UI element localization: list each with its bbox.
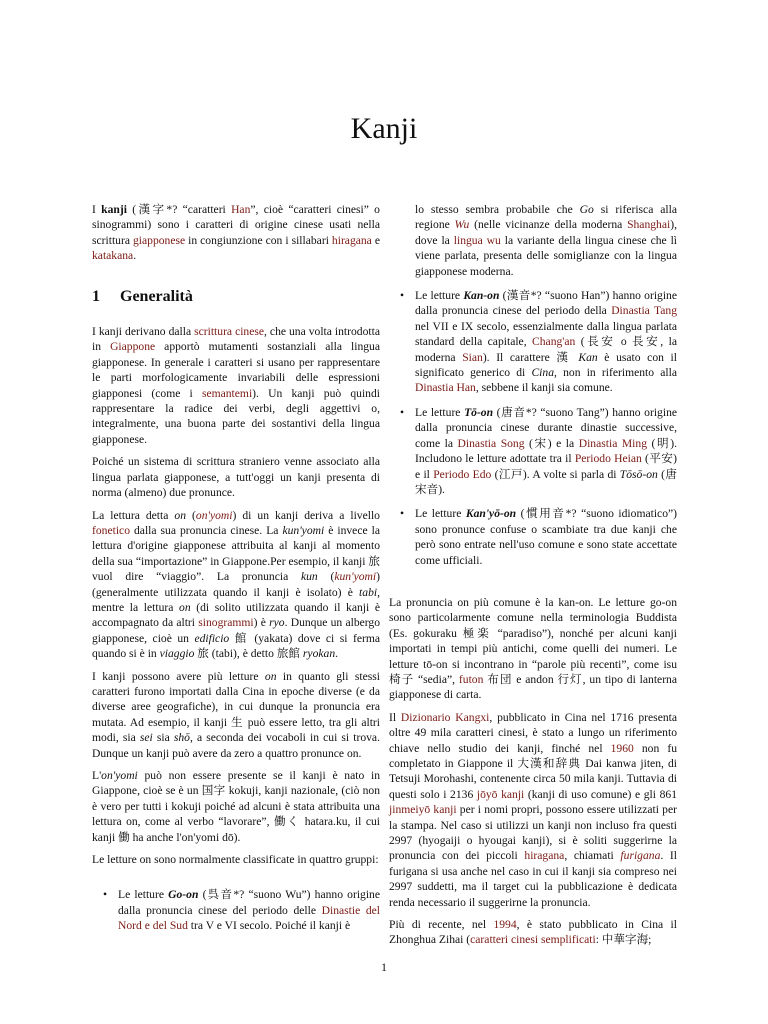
link[interactable]: Periodo Edo [433,467,492,481]
left-column [92,202,380,943]
italic-term: on [174,508,187,522]
link[interactable]: 1994 [493,918,517,932]
list-item: • Le letture Kan-on (漢音*? “suono Han”) hanno origine dalla pronuncia cinese del periodo della Dinastia Tang nel VII e IX secolo, essenzialmente dalla lingua parlata standard della capitale, Chang'an (長安 o 長安, la moderna Sian). Il carattere 漢 Kan è usato con il significato generico di Cina, non in riferimento alla Dinastia Han, sebbene il kanji sia comune. [389,288,677,396]
italic-term: ryo [269,616,285,630]
link[interactable]: fonetico [92,523,130,537]
link[interactable]: giapponese [132,233,186,247]
italic-term: sei [139,731,153,745]
right-column [389,202,677,955]
paragraph: I kanji possono avere più letture on in quanto gli stessi caratteri furono importati dalla Cina in epoche diverse (e da diverse aree geografiche), in cui dunque la pronuncia era mutata. Ad esempio, il kanji 生 può essere letto, tra gli altri modi, sia sei sia shō, a seconda dei vocaboli in cui si trova. Dunque un kanji può avere da zero a quattro pronunce on. [92,669,381,760]
bullet-list [389,288,677,568]
list-item: • Le letture Go-on (呉音*? “suono Wu”) hanno origine dalla pronuncia cinese del periodo delle Dinastie del Nord e del Sud tra V e VI secolo. Poiché il kanji è [92,887,380,933]
italic-term: Kan [578,350,598,364]
italic-term: on [179,600,191,614]
link[interactable]: jōyō kanji [476,787,525,801]
italic-term: ryokan [302,647,336,661]
bold-term: Kan-on [463,289,500,303]
italic-term: Go [579,203,594,216]
paragraph: Poiché un sistema di scrittura straniero venne associato alla lingua parlata giapponese, a tutt'oggi un kanji presenta di norma (almeno) due pronunce. [92,455,380,500]
link[interactable]: furigana [620,849,661,863]
paragraph: Le letture on sono normalmente classificate in quattro gruppi: [92,853,379,867]
link[interactable]: Dinastia Han [415,381,476,395]
list-item: • Le letture Tō-on (唐音*? “suono Tang”) hanno origine dalla pronuncia cinese durante dinastie successive, come la Dinastia Song (宋) e la Dinastia Ming (明). Includono le letture adottate tra il Periodo Heian (平安) e il Periodo Edo (江戸). A volte si parla di Tōsō-on (唐宋音). [389,405,677,497]
paragraph: Più di recente, nel 1994, è stato pubblicato in Cina il Zhonghua Zihai (caratteri cinesi semplificati: 中華字海; [389,918,677,947]
paragraph: I kanji derivano dalla scrittura cinese, che una volta introdotta in Giappone apportò mutamenti sostanziali alla lingua giapponese. In generale i caratteri si usano per rappresentare le parti morfologicamente invariabili delle espressioni giapponesi (come i semantemi). Un kanji può quindi rappresentare la radice dei verbi, degli aggettivi o, integralmente, una buona parte dei sostantivi della lingua giapponese. [92,325,380,446]
link[interactable]: Han [231,203,251,216]
link[interactable]: kun'yomi [334,570,377,584]
link[interactable]: Dinastia Tang [611,304,677,318]
page-title: Kanji [350,112,418,145]
bold-term: kanji [101,203,127,216]
link[interactable]: jinmeiyō kanji [389,803,457,817]
paragraph: La pronuncia on più comune è la kan-on. Le letture go-on sono particolarmente comune nella terminologia Buddista (Es. gokuraku 極楽 “paradiso”), nonché per alcuni kanji importati in tempi più antichi, come quelli dei numeri. Le letture tō-on si incontrano in “parole più recenti”, come isu 椅子 “sedia”, futon 布団 e andon 行灯, un tipo di lanterna giapponese di carta. [389,595,677,702]
link[interactable]: Dinastia Song [457,436,525,450]
link[interactable]: caratteri cinesi semplificati [470,933,596,947]
link[interactable]: 1960 [610,741,634,755]
link[interactable]: scrittura cinese [194,325,265,339]
paragraph: lo stesso sembra probabile che Go si riferisca alla regione Wu (nelle vicinanze della moderna Shanghai), dove la lingua wu la variante della lingua cinese che lì viene parlata, presenta delle somiglianze con la lingua giapponese moderna. [415,203,678,278]
section-title: Generalità [120,287,193,305]
link[interactable]: Shanghai [627,218,671,232]
italic-term: kun [300,570,318,584]
bold-term: Kan'yō-on [465,507,517,521]
link[interactable]: Wu [454,218,470,232]
link[interactable]: Dizionario Kangxi [400,710,490,724]
italic-term: viaggio [159,647,195,661]
link[interactable]: hiragana [331,233,372,247]
bold-term: Go-on [168,888,199,902]
italic-term: on [264,669,277,683]
italic-term: Cina [531,366,555,380]
link[interactable]: Dinastia Ming [578,436,647,450]
link[interactable]: Periodo Heian [574,452,642,466]
link[interactable]: semantemi [201,386,253,400]
intro-paragraph: I kanji (漢字*? “caratteri Han”, cioè “caratteri cinesi” o sinogrammi) sono i caratteri di origine cinese usati nella scrittura giapponese in congiunzione con i sillabari hiragana e katakana. [92,203,380,263]
link[interactable]: lingua wu [453,233,501,247]
link[interactable]: Sian [462,350,483,364]
link[interactable]: Chang'an [532,335,576,349]
italic-term: Tōsō-on [619,467,658,481]
italic-term: tabi [359,585,378,599]
link[interactable]: katakana [92,249,134,263]
italic-term: kun'yomi [282,523,325,537]
page-number: 1 [381,960,387,974]
italic-term: edificio [194,631,230,645]
paragraph: Il Dizionario Kangxi, pubblicato in Cina nel 1716 presenta oltre 49 mila caratteri cinesi, è stato a lungo un riferimento chiave nello studio dei kanji, finché nel 1960 non fu completato in Giappone il 大漢和辞典 Dai kanwa jiten, di Tetsuji Morohashi, contenente circa 50 mila kanji. Tuttavia di questi solo i 2136 jōyō kanji (kanji di uso comune) e gli 861 jinmeiyō kanji per i nomi propri, possono essere utilizzati per la stampa. Nel caso si utilizzi un kanji non incluso fra questi 2997 (hyogaiji o hyougai kanji), si è soliti suggerirne la pronuncia con dei piccoli hiragana, chiamati furigana. Il furigana si usa anche nel caso in cui il kanji sia compreso nei 2997 suddetti, ma il target cui la pubblicazione è dedicata renda necessario il suggerirne la pronuncia. [389,710,678,909]
bold-term: Tō-on [464,405,494,419]
link[interactable]: sinogrammi [198,616,254,630]
link[interactable]: futon [458,672,484,686]
section-number: 1 [92,287,100,305]
link[interactable]: on'yomi [195,508,233,522]
section-heading [92,289,380,304]
italic-term: on'yomi [101,769,138,782]
list-item: • Le letture Kan'yō-on (慣用音*? “suono idiomatico”) sono pronunce confuse o scambiate tra due kanji che però sono entrate nell'uso comune e sono state accettate come ufficiali. [389,506,677,568]
paragraph: L'on'yomi può non essere presente se il kanji è nato in Giappone, cioè se è un 国字 kokuji, kanji nazionale, (ciò non è vero per tutti i kokuji poiché ad alcuni è stata attribuita una lettura on, come al verbo “lavorare”, 働く hatara.ku, il cui kanji 働 ha anche l'on'yomi dō). [92,769,380,844]
link[interactable]: Giappone [110,340,156,354]
paragraph: La lettura detta on (on'yomi) di un kanji deriva a livello fonetico dalla sua pronuncia cinese. La kun'yomi è invece la lettura d'origine giapponese attribuita al kanji al momento della sua “importazione” in Giappone.Per esempio, il kanji 旅 vuol dire “viaggio”. La pronuncia kun (kun'yomi) (generalmente utilizzata quando il kanji è isolato) è tabi, mentre la lettura on (di solito utilizzata quando il kanji è accompagnato da altri sinogrammi) è ryo. Dunque un albergo giapponese, cioè un edificio 館 (yakata) dove ci si ferma quando si è in viaggio 旅 (tabi), è detto 旅館 ryokan. [92,508,381,661]
link[interactable]: Dinastie del Nord e del Sud [118,903,380,933]
italic-term: shō [173,731,190,745]
link[interactable]: hiragana [524,849,565,863]
bullet-list [92,887,380,933]
